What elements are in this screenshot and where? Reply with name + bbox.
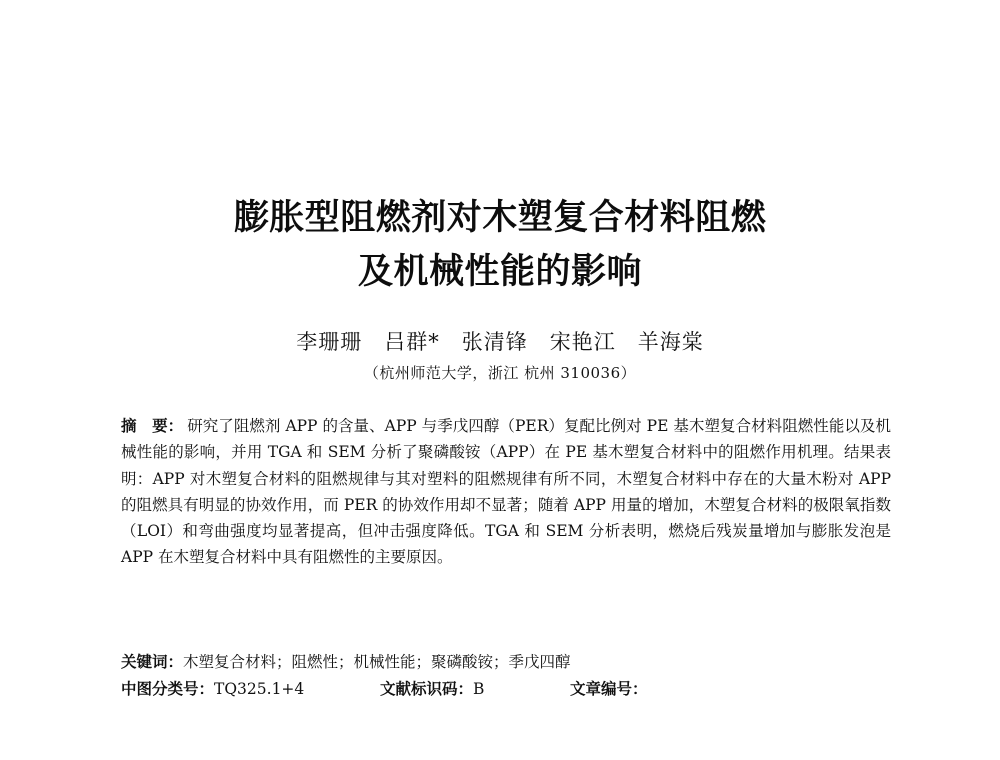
abstract-label: 摘 要： bbox=[121, 417, 184, 435]
affiliation: （杭州师范大学，浙江 杭州 310036） bbox=[363, 364, 637, 382]
abstract-text: 研究了阻燃剂 APP 的含量、APP 与季戊四醇（PER）复配比例对 PE 基木塑复合材料阻燃性能以及机械性能的影响，并用 TGA 和 SEM 分析了聚磷酸铵（APP）在 PE 基木塑复合材料中的阻燃作用机理。结果表明：APP 对木塑复合材料的阻燃规律与其对塑料的阻燃规律有所不同，木塑复合材料中存在的大量木粉对 APP 的阻燃具有明显的协效作用，而 PER 的协效作用却不显著；随着 APP 用量的增加，木塑复合材料的极限氧指数（LOI）和弯曲强度均显著提高，但冲击强度降低。TGA 和 SEM 分析表明，燃烧后残炭量增加与膨胀发泡是 APP 在木塑复合材料中具有阻燃性的主要原因。 bbox=[121, 417, 891, 567]
keywords-label: 关键词： bbox=[121, 653, 184, 671]
document-code-value: B bbox=[473, 680, 485, 698]
article-number-label: 文章编号： bbox=[570, 680, 648, 698]
author-list: 李珊珊 吕群* 张清锋 宋艳江 羊海棠 bbox=[296, 330, 704, 354]
paper-title-line-2: 及机械性能的影响 bbox=[357, 252, 642, 292]
document-code bbox=[380, 677, 484, 699]
clc-label: 中图分类号： bbox=[121, 680, 215, 698]
paper-title-line-1: 膨胀型阻燃剂对木塑复合材料阻燃 bbox=[233, 198, 767, 238]
clc-value: TQ325.1+4 bbox=[214, 680, 305, 698]
clc-number bbox=[121, 677, 304, 699]
document-code-label: 文献标识码： bbox=[380, 680, 474, 698]
abstract bbox=[121, 413, 891, 571]
keywords-text: 木塑复合材料；阻燃性；机械性能；聚磷酸铵；季戊四醇 bbox=[183, 653, 571, 671]
keywords bbox=[121, 650, 891, 672]
article-number bbox=[570, 677, 648, 699]
